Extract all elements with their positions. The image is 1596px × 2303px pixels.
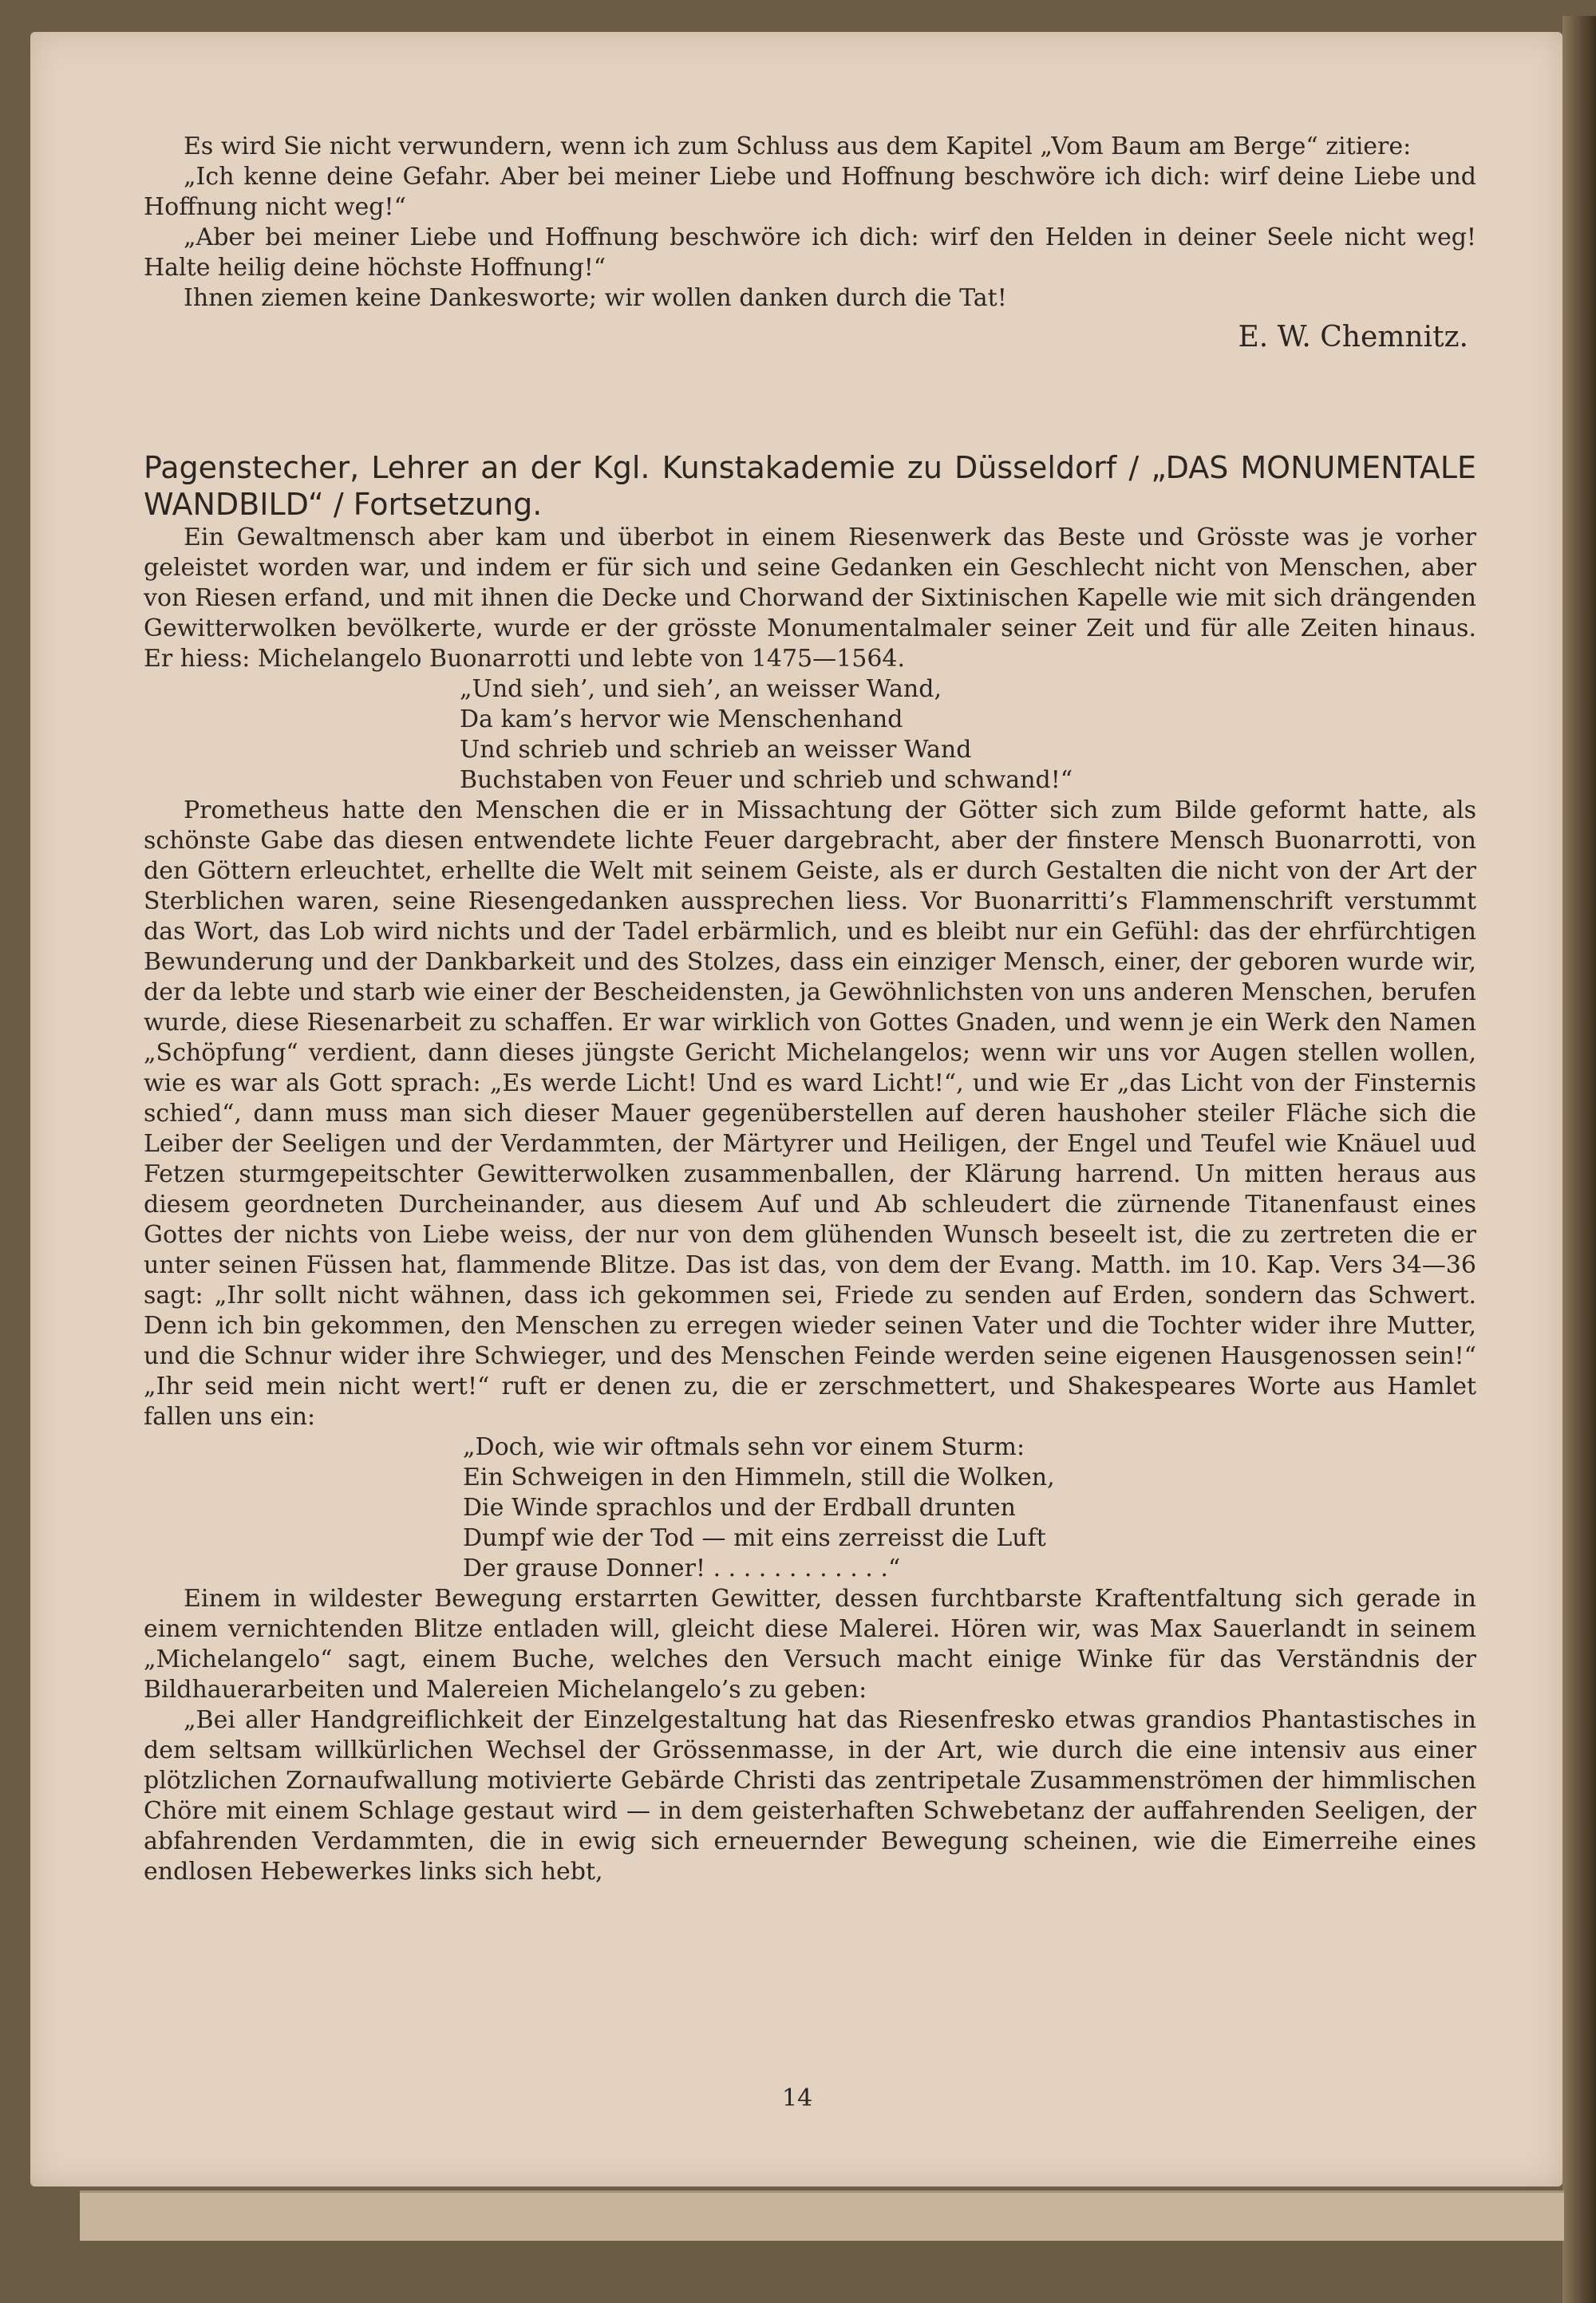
article-paragraph-4: „Bei aller Handgreiflichkeit der Einzelgestaltung hat das Riesenfresko etwas grandios Phantastisches in dem seltsam willkürlichen Wechsel der Grössenmasse, in der Art, wie durch die eine intensiv aus einer plötzlichen Zornaufwallung motivierte Gebärde Christi das zentripetale Zusammenströmen der himmlischen Chöre mit einem Schlage gestaut wird — in dem geisterhaften Schwebetanz der auffahrenden Seeligen, der abfahrenden Verdammten, die in ewig sich erneuernder Bewegung scheinen, wie die Eimerreihe eines endlosen Hebewerkes links sich hebt, <box>144 1706 1476 1886</box>
intro-closing: Ihnen ziemen keine Dankesworte; wir wollen danken durch die Tat! <box>184 284 1007 312</box>
page-content <box>144 132 1476 1887</box>
verse-line: „Und sieh’, und sieh’, an weisser Wand, <box>460 675 942 703</box>
verse-line: „Doch, wie wir oftmals sehn vor einem Sturm: <box>463 1433 1025 1461</box>
intro-quote-1: „Ich kenne deine Gefahr. Aber bei meiner Liebe und Hoffnung beschwöre ich dich: wirf deine Liebe und Hoffnung nicht weg!“ <box>144 163 1476 221</box>
signature: E. W. Chemnitz. <box>1238 321 1468 354</box>
verse-line: Der grause Donner! . . . . . . . . . . . .“ <box>463 1554 901 1582</box>
intro-quote-2: „Aber bei meiner Liebe und Hoffnung beschwöre ich dich: wirf den Helden in deiner Seele nicht weg! Halte heilig deine höchste Hoffnung!“ <box>144 223 1476 282</box>
article-heading: Pagenstecher, Lehrer an der Kgl. Kunstakademie zu Düsseldorf / „DAS MONUMENTALE WANDBILD“ / Fortsetzung. <box>144 450 1476 522</box>
verse-line: Die Winde sprachlos und der Erdball drunten <box>463 1494 1016 1522</box>
intro-paragraph: Es wird Sie nicht verwundern, wenn ich zum Schluss aus dem Kapitel „Vom Baum am Berge“ zitiere: <box>184 132 1412 160</box>
article-paragraph-3: Einem in wildester Bewegung erstarrten Gewitter, dessen furchtbarste Kraftentfaltung sich gerade in einem vernichtenden Blitze entladen will, gleicht diese Malerei. Hören wir, was Max Sauerlandt in seinem „Michelangelo“ sagt, einem Buche, welches den Versuch macht einige Winke für das Verständnis der Bildhauerarbeiten und Malereien Michelangelo’s zu geben: <box>144 1585 1476 1704</box>
verse-line: Ein Schweigen in den Himmeln, still die Wolken, <box>463 1464 1055 1491</box>
article-paragraph-1: Ein Gewaltmensch aber kam und überbot in einem Riesenwerk das Beste und Grösste was je vorher geleistet worden war, und indem er für sich und seine Gedanken ein Geschlecht nicht von Menschen, aber von Riesen erfand, und mit ihnen die Decke und Chorwand der Sixtinischen Kapelle wie mit sich drängenden Gewitterwolken bevölkerte, wurde er der grösste Monumentalmaler seiner Zeit und für alle Zeiten hinaus. Er hiess: Michelangelo Buonarrotti und lebte von 1475—1564. <box>144 523 1476 673</box>
verse-line: Dumpf wie der Tod — mit eins zerreisst die Luft <box>463 1524 1046 1552</box>
verse-line: Buchstaben von Feuer und schrieb und schwand!“ <box>460 766 1073 794</box>
book-edge-bottom <box>80 2190 1564 2241</box>
page-number: 14 <box>782 2084 813 2112</box>
book-edge-right <box>1562 16 1596 2303</box>
verse-line: Da kam’s hervor wie Menschenhand <box>460 705 903 733</box>
verse-line: Und schrieb und schrieb an weisser Wand <box>460 736 972 764</box>
article-paragraph-2: Prometheus hatte den Menschen die er in Missachtung der Götter sich zum Bilde geformt hatte, als schönste Gabe das diesen entwendete lichte Feuer dargebracht, aber der finstere Mensch Buonarrotti, von den Göttern erleuchtet, erhellte die Welt mit seinem Geiste, als er durch Gestalten die nicht von der Art der Sterblichen waren, seine Riesengedanken aussprechen liess. Vor Buonarritti’s Flammenschrift verstummt das Wort, das Lob wird nichts und der Tadel erbärmlich, und es bleibt nur ein Gefühl: das der ehrfürchtigen Bewunderung und der Dankbarkeit und des Stolzes, dass ein einziger Mensch, einer, der geboren wurde wir, der da lebte und starb wie einer der Bescheidensten, ja Gewöhnlichsten von uns anderen Menschen, berufen wurde, diese Riesenarbeit zu schaffen. Er war wirklich von Gottes Gnaden, und wenn je ein Werk den Namen „Schöpfung“ verdient, dann dieses jüngste Gericht Michelangelos; wenn wir uns vor Augen stellen wollen, wie es war als Gott sprach: „Es werde Licht! Und es ward Licht!“, und wie Er „das Licht von der Finsternis schied“, dann muss man sich dieser Mauer gegenüberstellen auf deren haushoher steiler Fläche sich die Leiber der Seeligen und der Verdammten, der Märtyrer und Heiligen, der Engel und Teufel wie Knäuel uud Fetzen sturmgepeitschter Gewitterwolken zusammenballen, der Klärung harrend. Un mitten heraus aus diesem geordneten Durcheinander, aus diesem Auf und Ab schleudert die zürnende Titanenfaust eines Gottes der nichts von Liebe weiss, der nur von dem glühenden Wunsch beseelt ist, die zu zertreten die er unter seinen Füssen hat, flammende Blitze. Das ist das, von dem der Evang. Matth. im 10. Kap. Vers 34—36 sagt: „Ihr sollt nicht wähnen, dass ich gekommen sei, Friede zu senden auf Erden, sondern das Schwert. Denn ich bin gekommen, den Menschen zu erregen wieder seinen Vater und die Tochter wider ihre Mutter, und die Schnur wider ihre Schwieger, und des Menschen Feinde werden seine eigenen Hausgenossen sein!“ „Ihr seid mein nicht wert!“ ruft er denen zu, die er zerschmettert, und Shakespeares Worte aus Hamlet fallen uns ein: <box>144 796 1476 1431</box>
verse-block-2 <box>463 1432 1476 1584</box>
verse-block-1 <box>460 674 1476 796</box>
